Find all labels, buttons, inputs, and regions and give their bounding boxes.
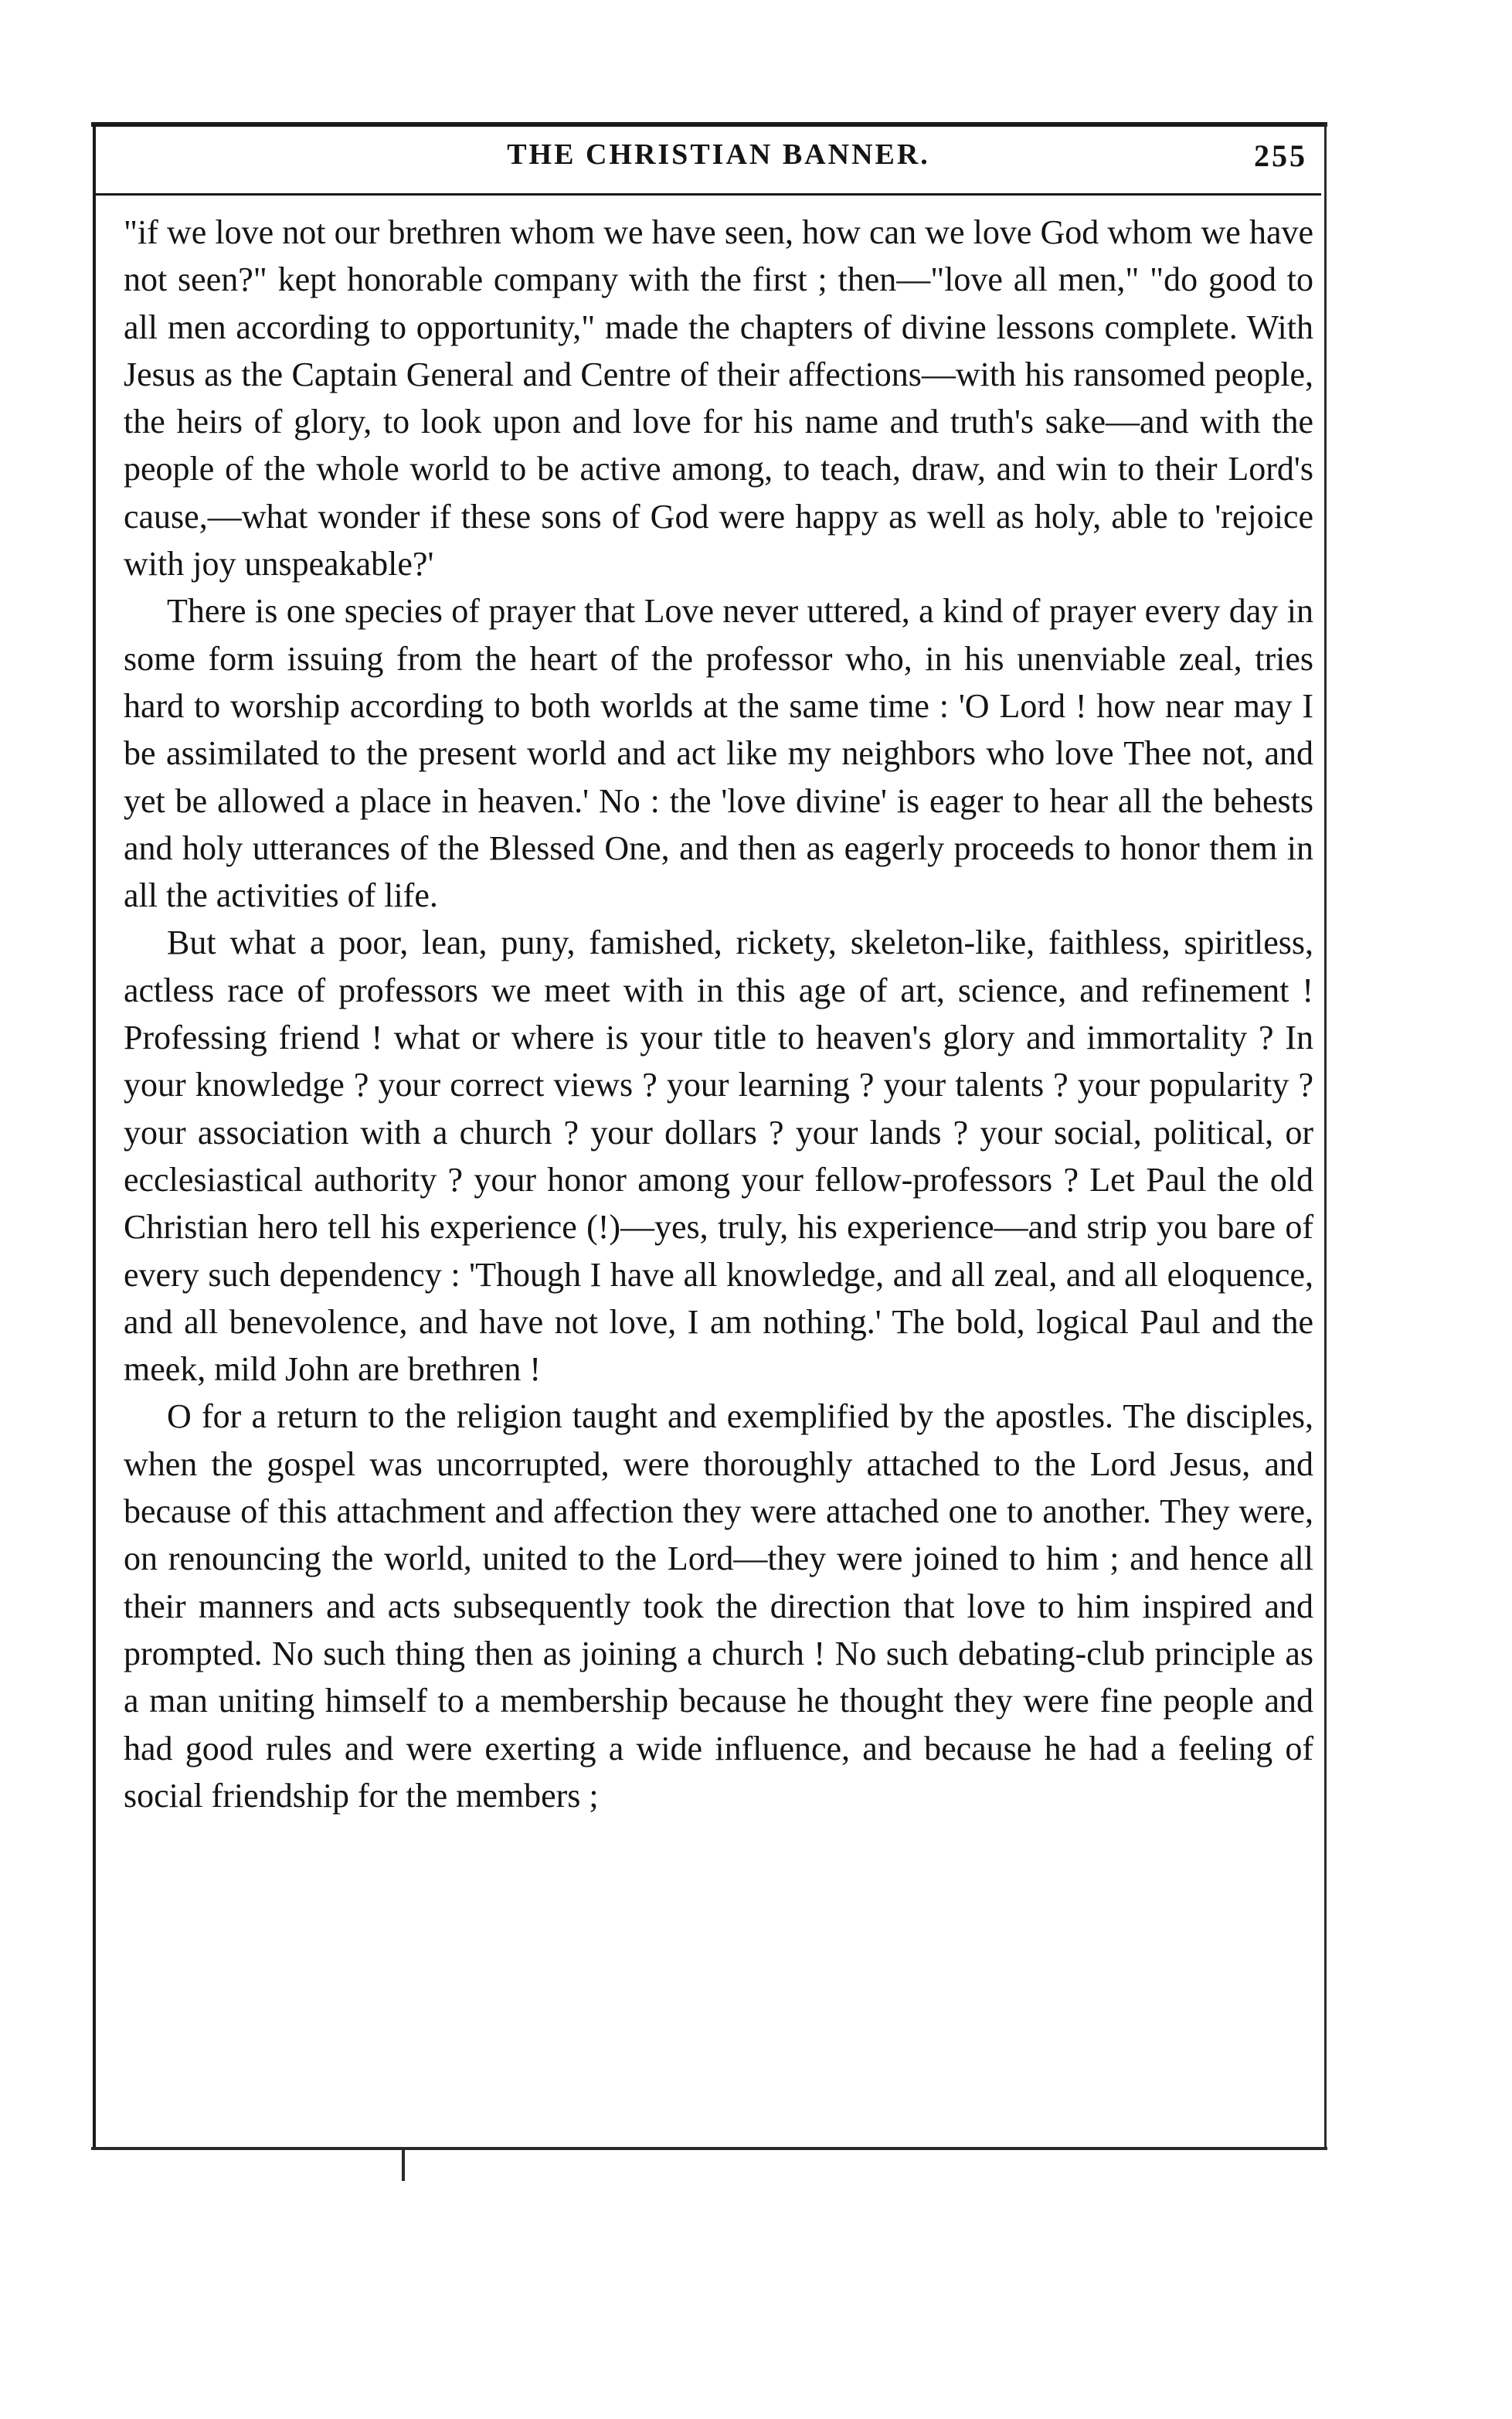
header-rule xyxy=(93,193,1321,196)
running-head: THE CHRISTIAN BANNER. xyxy=(507,138,930,171)
paragraph-1: "if we love not our brethren whom we have seen, how can we love God whom we have not seen?" kept honorable company with the first ; then—"love all men," "do good to all men according to opportunity," made the chapters of divine lessons complete. With Jesus as the Captain General and Centre of their affections—with his ransomed people, the heirs of glory, to look upon and love for his name and truth's sake—and with the people of the whole world to be active among, to teach, draw, and win to their Lord's cause,—what wonder if these sons of God were happy as well as holy, able to 'rejoice with joy unspeakable?' xyxy=(124,213,1313,583)
bottom-rule-stub xyxy=(402,2150,405,2181)
page-header xyxy=(93,138,1321,184)
paragraph-3: But what a poor, lean, puny, famished, rickety, skeleton-like, faithless, spiritless, actless race of professors we meet with in this age of art, science, and refinement ! Professing friend ! what or where is your title to heaven's glory and immortality ? In your knowledge ? your correct views ? your learning ? your talents ? your popularity ? your association with a church ? your dollars ? your lands ? your social, political, or ecclesiastical authority ? your honor among your fellow-professors ? Let Paul the old Christian hero tell his experience (!)—yes, truly, his experience—and strip you bare of every such dependency : 'Though I have all knowledge, and all zeal, and all eloquence, and all benevolence, and have not love, I am nothing.' The bold, logical Paul and the meek, mild John are brethren ! xyxy=(124,924,1313,1389)
paragraph-4: O for a return to the religion taught and exemplified by the apostles. The disciples, when the gospel was uncorrupted, were thoroughly attached to the Lord Jesus, and because of this attachment and affection they were attached one to another. They were, on renouncing the world, united to the Lord—they were joined to him ; and hence all their manners and acts subsequently took the direction that love to him inspired and prompted. No such thing then as joining a church ! No such debating-club principle as a man uniting himself to a membership because he thought they were fine people and had good rules and were exerting a wide influence, and because he had a feeling of social friendship for the members ; xyxy=(124,1397,1313,1815)
page-number: 255 xyxy=(1254,138,1307,173)
bottom-rule xyxy=(91,2147,1327,2150)
paragraph-2: There is one species of prayer that Love never uttered, a kind of prayer every day in some form issuing from the heart of the professor who, in his unenviable zeal, tries hard to worship according to both worlds at the same time : 'O Lord ! how near may I be assimilated to the present world and act like my neighbors who love Thee not, and yet be allowed a place in heaven.' No : the 'love divine' is eager to hear all the behests and holy utterances of the Blessed One, and then as eagerly proceeds to honor them in all the activities of life. xyxy=(124,592,1313,915)
article-body xyxy=(124,209,1313,1819)
